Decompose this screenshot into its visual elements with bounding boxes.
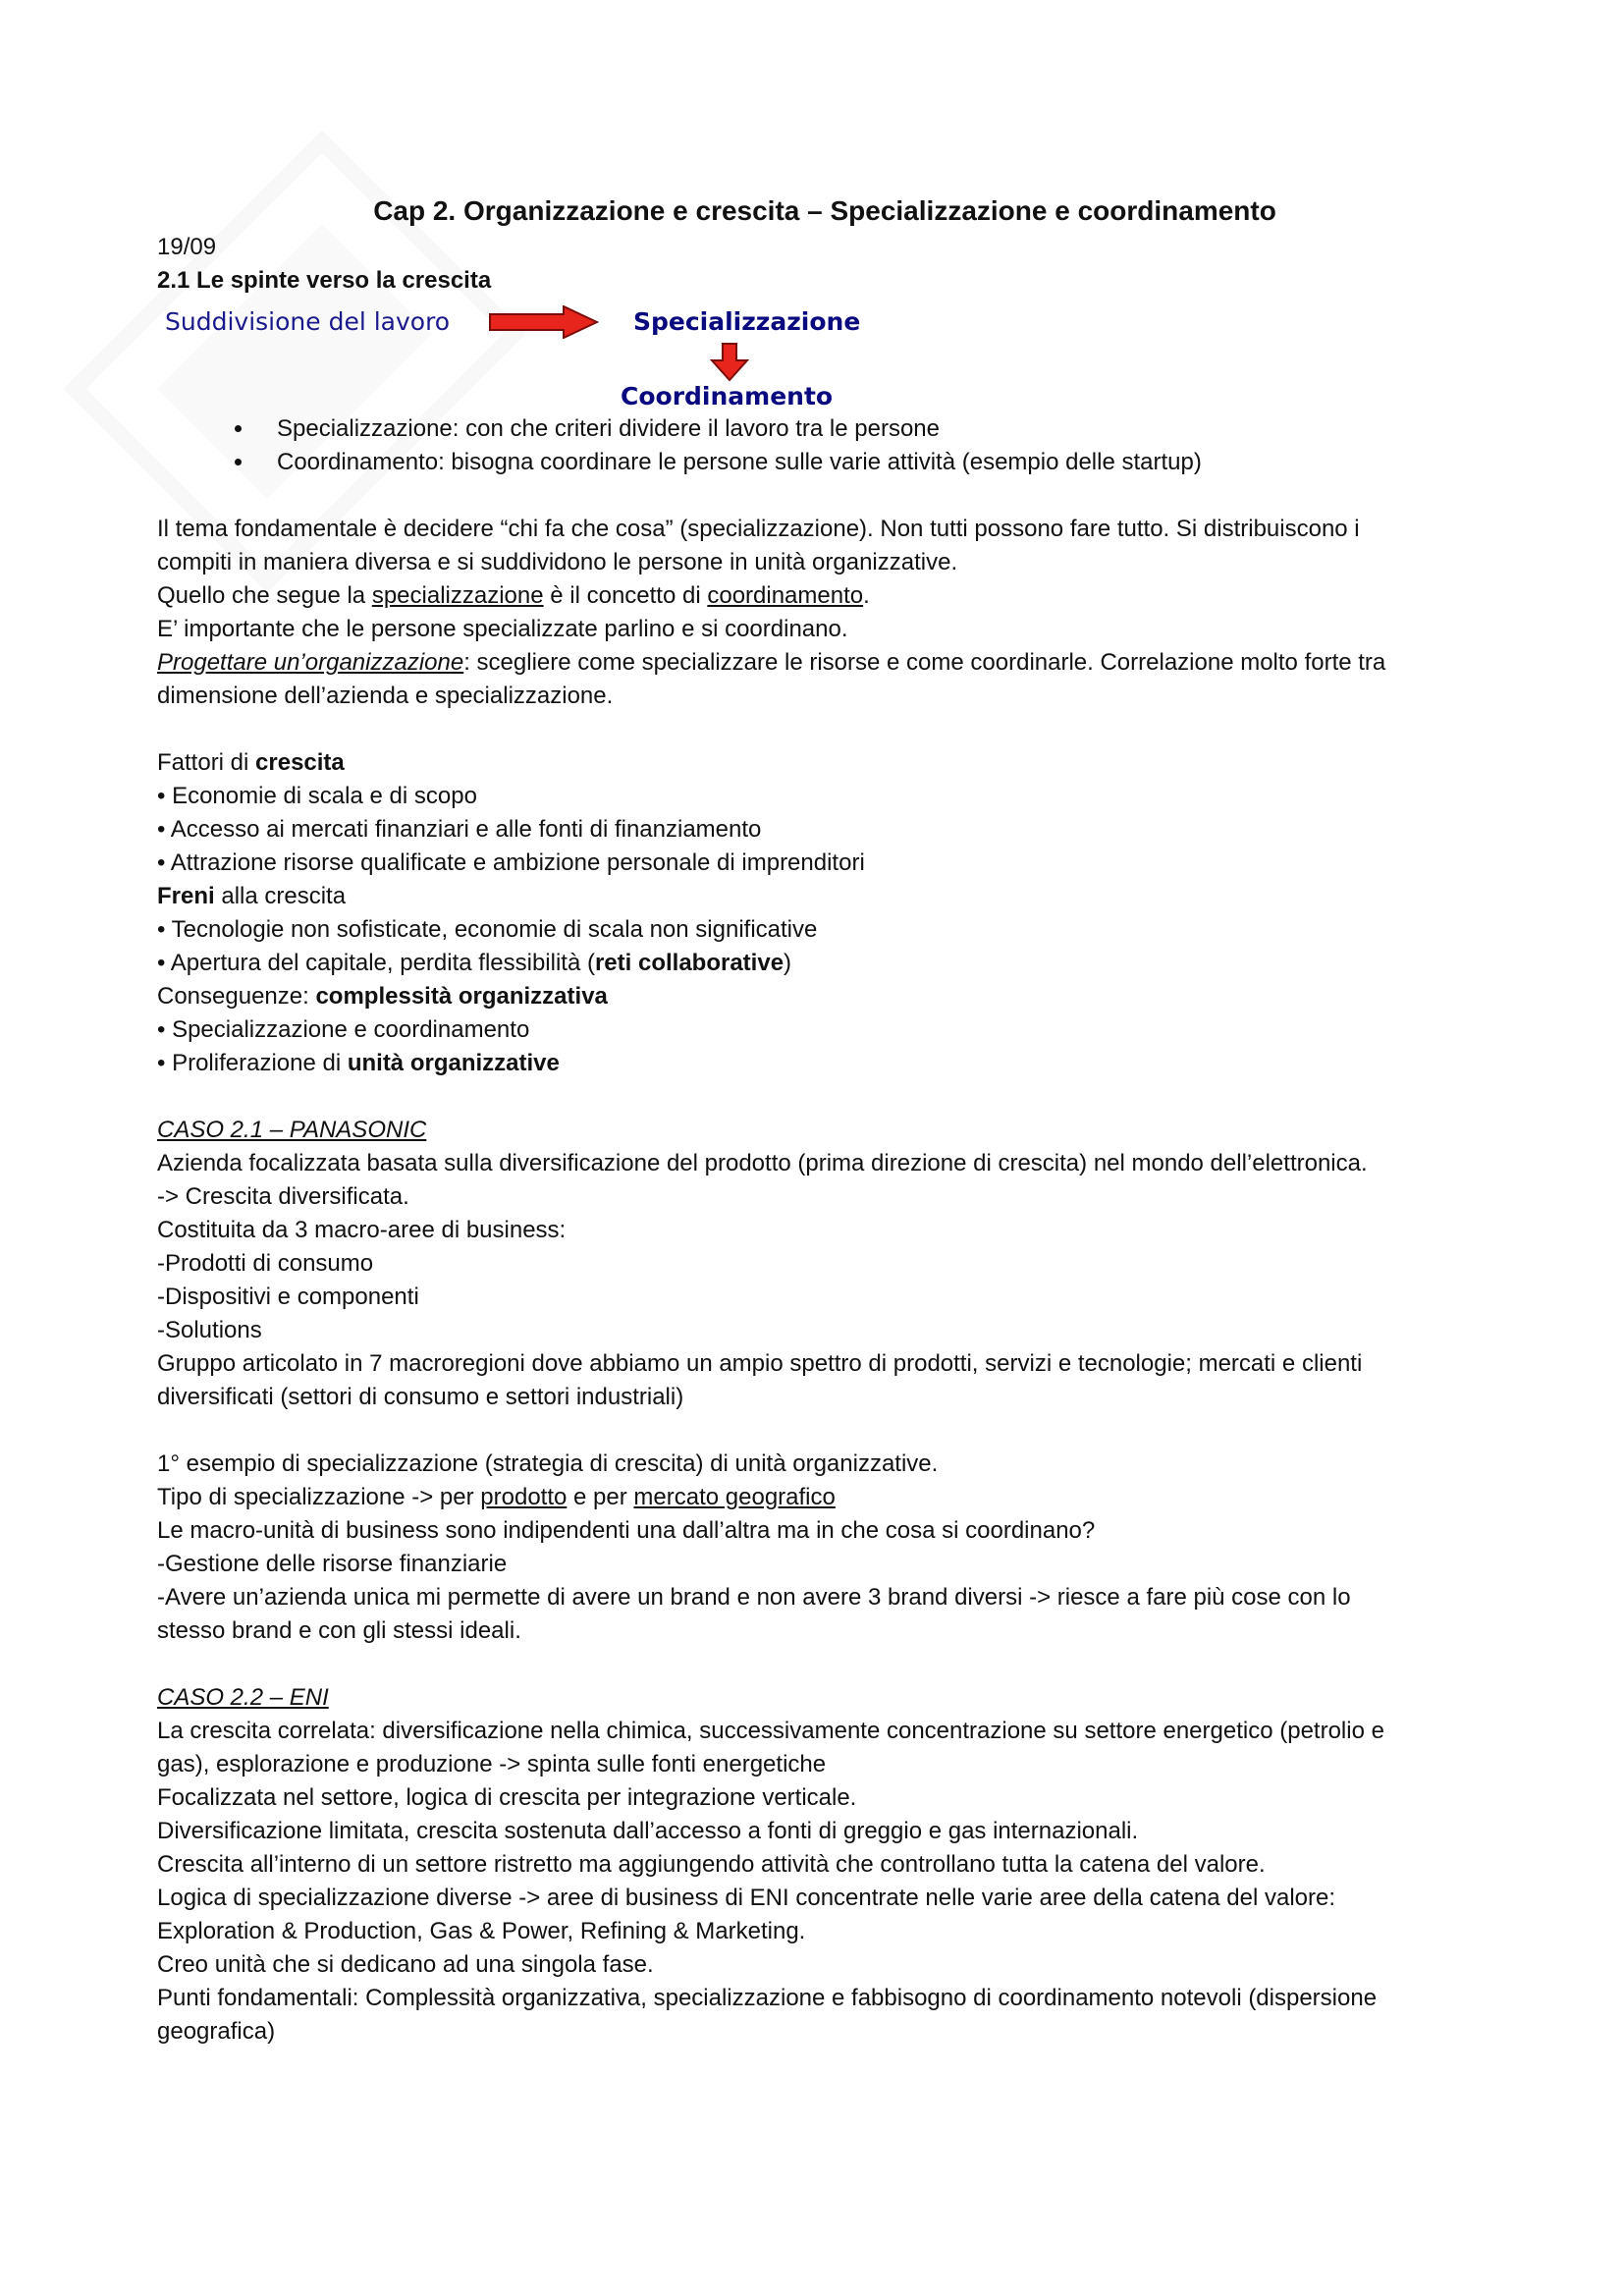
intro-paragraph: [157, 513, 1473, 713]
consequences-heading: Conseguenze: complessità organizzativa: [157, 983, 608, 1010]
text-line: E’ importante che le persone specializzate parlino e si coordinano.: [157, 616, 848, 642]
case-title: CASO 2.2 – ENI: [157, 1684, 329, 1711]
concept-list: [157, 412, 1473, 479]
underlined-term: specializzazione: [371, 582, 544, 609]
text-line: La crescita correlata: diversificazione nella chimica, successivamente concentrazione su settore energetico (petrolio e: [157, 1718, 1384, 1744]
page-title: Cap 2. Organizzazione e crescita – Specializzazione e coordinamento: [373, 195, 1276, 226]
text-line: Costituita da 3 macro-aree di business:: [157, 1217, 567, 1243]
text-line: -Prodotti di consumo: [157, 1250, 374, 1277]
diagram-left-label: Suddivisione del lavoro: [165, 307, 451, 336]
diagram-bottom-label: Coordinamento: [621, 382, 834, 410]
text-line: Exploration & Production, Gas & Power, Refining & Marketing.: [157, 1918, 806, 1944]
case-title: CASO 2.1 – PANASONIC: [157, 1117, 427, 1143]
list-item: • Tecnologie non sofisticate, economie di scala non significative: [157, 916, 818, 943]
growth-factors: [157, 746, 1473, 1080]
text-line: -Dispositivi e componenti: [157, 1284, 419, 1310]
text-line: Focalizzata nel settore, logica di crescita per integrazione verticale.: [157, 1784, 857, 1811]
text-line: Gruppo articolato in 7 macroregioni dove abbiamo un ampio spettro di prodotti, servizi e tecnologie; mercati e clienti: [157, 1350, 1363, 1377]
text-line: -Solutions: [157, 1317, 262, 1343]
case-eni: [157, 1681, 1473, 2049]
text-line: -> Crescita diversificata.: [157, 1183, 409, 1210]
down-arrow-icon: [710, 343, 749, 382]
text-line: Diversificazione limitata, crescita sostenuta dall’accesso a fonti di greggio e gas internazionali.: [157, 1818, 1139, 1844]
document-page: [157, 191, 1473, 2049]
italic-term: Progettare un’organizzazione: [157, 649, 464, 676]
diagram-right-label: Specializzazione: [633, 307, 861, 336]
text-line: Crescita all’interno di un settore ristretto ma aggiungendo attività che controllano tutta la catena del valore.: [157, 1851, 1266, 1878]
case-panasonic: [157, 1114, 1473, 1648]
text-line: diversificati (settori di consumo e settori industriali): [157, 1384, 684, 1410]
specialization-diagram: [157, 300, 1473, 412]
list-item: • Specializzazione: con che criteri dividere il lavoro tra le persone: [255, 412, 1473, 446]
date: 19/09: [157, 234, 217, 260]
text-line: Le macro-unità di business sono indipendenti una dall’altra ma in che cosa si coordinano?: [157, 1517, 1096, 1544]
right-arrow-icon: [489, 305, 599, 339]
list-item: • Coordinamento: bisogna coordinare le persone sulle varie attività (esempio delle startup): [255, 446, 1473, 479]
list-item: • Proliferazione di unità organizzative: [157, 1050, 560, 1076]
underlined-term: coordinamento: [707, 582, 864, 609]
list-item: • Attrazione risorse qualificate e ambizione personale di imprenditori: [157, 849, 865, 876]
factors-heading: Fattori di crescita: [157, 749, 345, 776]
text-line: gas), esplorazione e produzione -> spinta sulle fonti energetiche: [157, 1751, 827, 1777]
text-line: Tipo di specializzazione -> per prodotto e per mercato geografico: [157, 1484, 836, 1510]
text-line: Logica di specializzazione diverse -> aree di business di ENI concentrate nelle varie aree della catena del valore:: [157, 1885, 1336, 1911]
list-item: • Accesso ai mercati finanziari e alle fonti di finanziamento: [157, 816, 762, 843]
text-line: Azienda focalizzata basata sulla diversificazione del prodotto (prima direzione di crescita) nel mondo dell’elettronica.: [157, 1150, 1368, 1176]
text-line: -Gestione delle risorse finanziarie: [157, 1551, 508, 1577]
text-line: Quello che segue la specializzazione è il concetto di coordinamento.: [157, 582, 870, 609]
text-line: 1° esempio di specializzazione (strategia di crescita) di unità organizzative.: [157, 1450, 939, 1477]
text-line: stesso brand e con gli stessi ideali.: [157, 1617, 521, 1644]
brakes-heading: Freni alla crescita: [157, 883, 347, 909]
text-line: -Avere un’azienda unica mi permette di avere un brand e non avere 3 brand diversi -> riesce a fare più cose con lo: [157, 1584, 1351, 1611]
text-line: geografica): [157, 2018, 276, 2045]
list-item: • Specializzazione e coordinamento: [157, 1016, 530, 1043]
text-line: Punti fondamentali: Complessità organizzativa, specializzazione e fabbisogno di coordinamento notevoli (dispersione: [157, 1985, 1378, 2011]
section-heading: 2.1 Le spinte verso la crescita: [157, 267, 492, 294]
text-line: dimensione dell’azienda e specializzazione.: [157, 683, 614, 709]
text-line: Progettare un’organizzazione: scegliere come specializzare le risorse e come coordinarle. Correlazione molto forte tra: [157, 649, 1386, 676]
text-line: compiti in maniera diversa e si suddividono le persone in unità organizzative.: [157, 549, 958, 575]
list-item: • Economie di scala e di scopo: [157, 783, 477, 809]
list-item: • Apertura del capitale, perdita flessibilità (reti collaborative): [157, 950, 792, 976]
text-line: Il tema fondamentale è decidere “chi fa che cosa” (specializzazione). Non tutti possono fare tutto. Si distribuiscono i: [157, 516, 1360, 542]
text-line: Creo unità che si dedicano ad una singola fase.: [157, 1951, 654, 1978]
